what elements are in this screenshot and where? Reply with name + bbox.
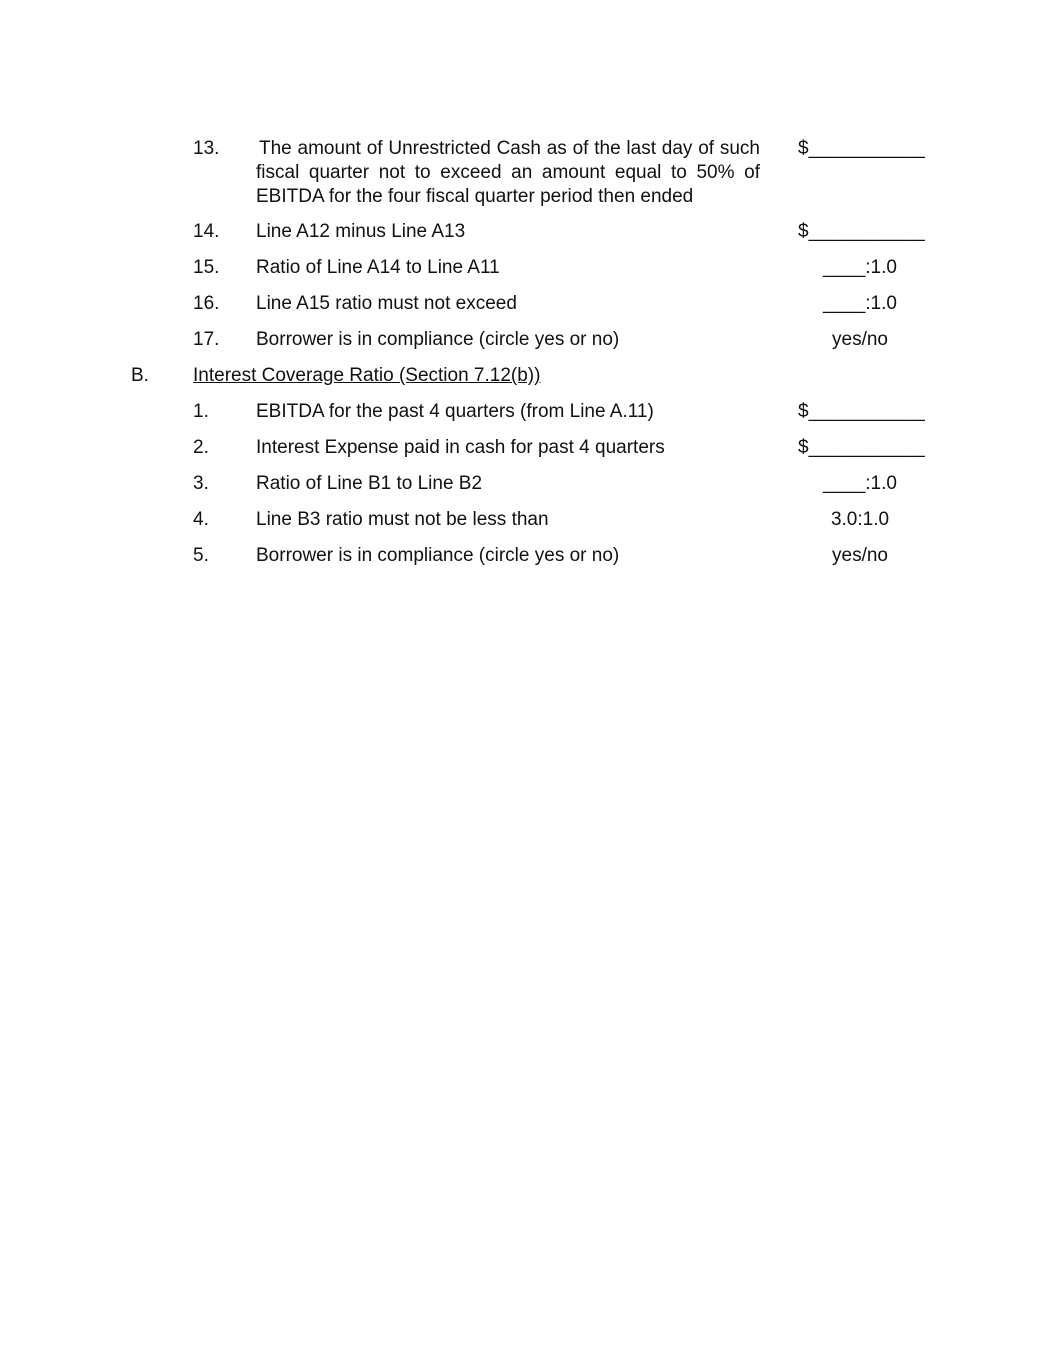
item-number: 2. bbox=[193, 437, 209, 458]
list-item-b1 bbox=[0, 400, 1055, 426]
amount-blank: $___________ bbox=[798, 401, 925, 422]
compliance-choice: yes/no bbox=[832, 545, 888, 566]
ratio-blank: ____:1.0 bbox=[823, 293, 897, 314]
list-item-a13 bbox=[0, 137, 1055, 211]
item-text: Borrower is in compliance (circle yes or no) bbox=[256, 329, 620, 350]
amount-blank: $___________ bbox=[798, 221, 925, 242]
item-number: 14. bbox=[193, 221, 220, 242]
section-b-heading bbox=[0, 364, 1055, 390]
item-text: Ratio of Line B1 to Line B2 bbox=[256, 473, 483, 494]
item-text: EBITDA for the past 4 quarters (from Line A.11) bbox=[256, 401, 654, 422]
item-text: The amount of Unrestricted Cash as of the last day of such fiscal quarter not to exceed an amount equal to 50% of EBITDA for the four fiscal quarter period then ended bbox=[256, 138, 760, 207]
item-text: Borrower is in compliance (circle yes or no) bbox=[256, 545, 620, 566]
amount-blank: $___________ bbox=[798, 138, 925, 159]
list-item-b2 bbox=[0, 436, 1055, 462]
item-text: Line B3 ratio must not be less than bbox=[256, 509, 549, 530]
item-text: Interest Expense paid in cash for past 4 quarters bbox=[256, 437, 665, 458]
section-letter: B. bbox=[131, 365, 149, 386]
list-item-a15 bbox=[0, 256, 1055, 282]
list-item-a14 bbox=[0, 220, 1055, 246]
ratio-blank: ____:1.0 bbox=[823, 257, 897, 278]
list-item-a17 bbox=[0, 328, 1055, 354]
item-number: 15. bbox=[193, 257, 220, 278]
item-number: 13. bbox=[193, 138, 220, 159]
section-title: Interest Coverage Ratio (Section 7.12(b)) bbox=[193, 365, 541, 386]
item-number: 3. bbox=[193, 473, 209, 494]
compliance-choice: yes/no bbox=[832, 329, 888, 350]
list-item-b5 bbox=[0, 544, 1055, 570]
item-number: 16. bbox=[193, 293, 220, 314]
item-text: Ratio of Line A14 to Line A11 bbox=[256, 257, 500, 278]
item-number: 4. bbox=[193, 509, 209, 530]
list-item-a16 bbox=[0, 292, 1055, 318]
item-number: 5. bbox=[193, 545, 209, 566]
ratio-blank: ____:1.0 bbox=[823, 473, 897, 494]
item-number: 17. bbox=[193, 329, 220, 350]
list-item-b3 bbox=[0, 472, 1055, 498]
amount-blank: $___________ bbox=[798, 437, 925, 458]
item-text: Line A15 ratio must not exceed bbox=[256, 293, 517, 314]
item-number: 1. bbox=[193, 401, 209, 422]
list-item-b4 bbox=[0, 508, 1055, 534]
ratio-threshold: 3.0:1.0 bbox=[830, 509, 890, 530]
item-text: Line A12 minus Line A13 bbox=[256, 221, 466, 242]
